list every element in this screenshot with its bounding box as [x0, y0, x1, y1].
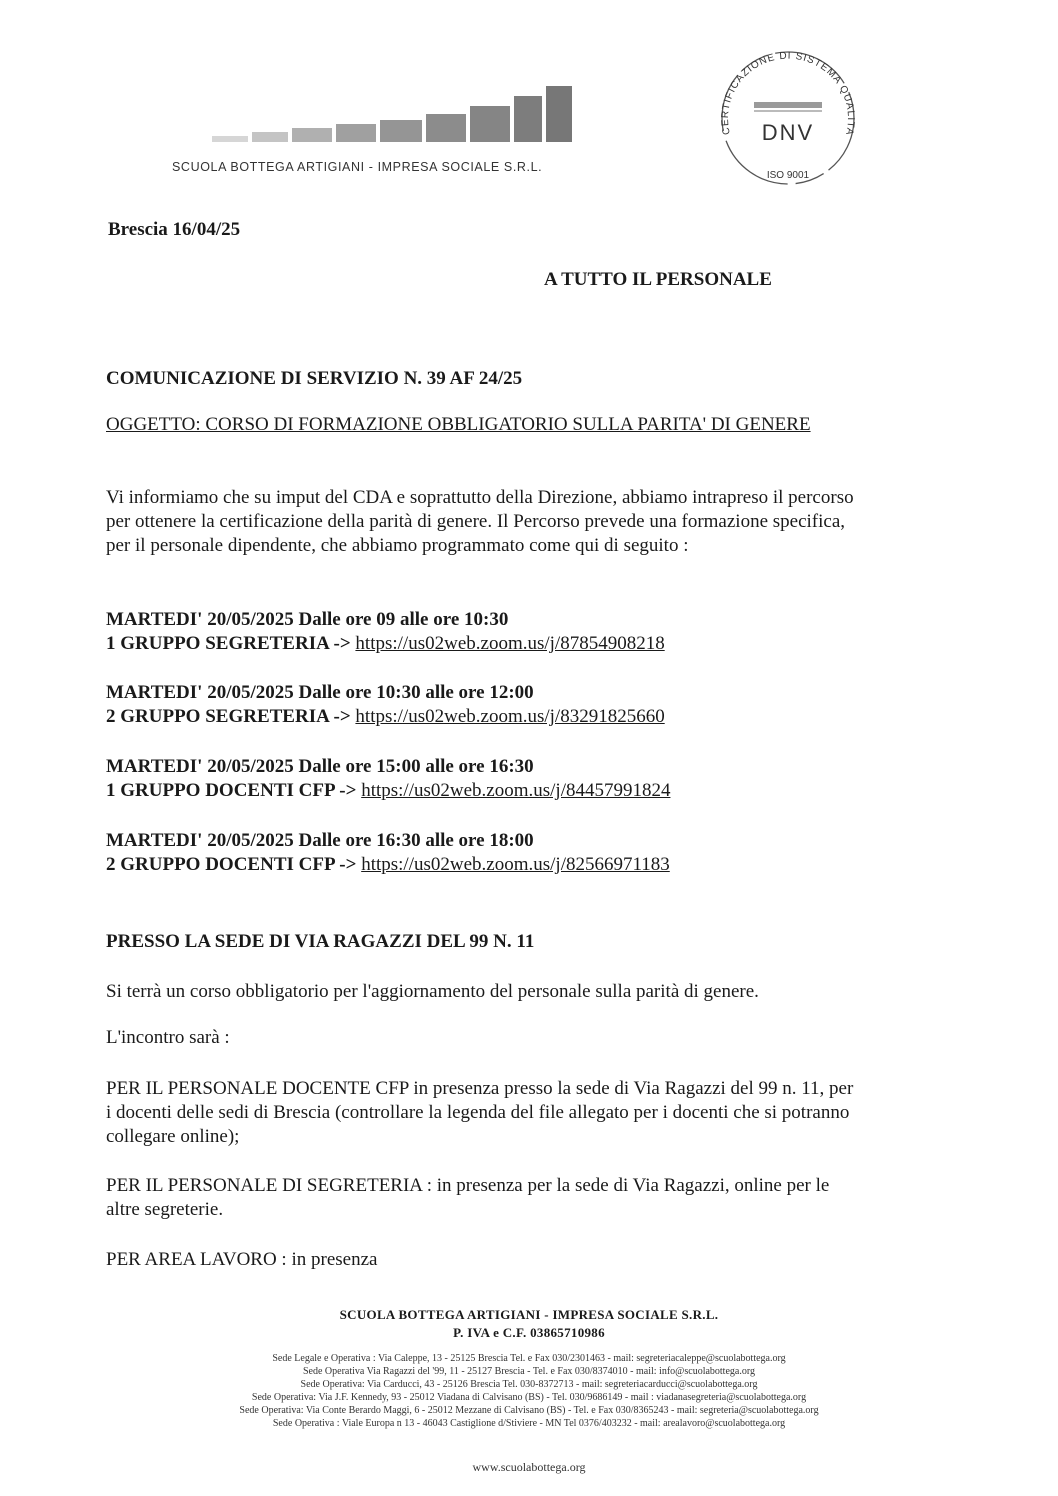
course-note: Si terrà un corso obbligatorio per l'aggiornamento del personale sulla parità di genere.	[106, 981, 759, 1002]
zoom-link[interactable]: https://us02web.zoom.us/j/84457991824	[361, 780, 671, 801]
docenti-line: i docenti delle sedi di Brescia (controllare la legenda del file allegato per i docenti che si potranno	[106, 1102, 850, 1123]
recipient: A TUTTO IL PERSONALE	[544, 269, 772, 290]
area-lavoro: PER AREA LAVORO : in presenza	[106, 1249, 378, 1270]
zoom-link[interactable]: https://us02web.zoom.us/j/87854908218	[355, 633, 665, 654]
intro-paragraph	[106, 486, 956, 558]
footer-office: Sede Operativa Via Ragazzi del '99, 11 - 25127 Brescia - Tel. e Fax 030/8374010 - mail: info@scuolabottega.org	[302, 1366, 755, 1377]
footer-company: SCUOLA BOTTEGA ARTIGIANI - IMPRESA SOCIALE S.R.L.	[339, 1307, 719, 1322]
seal-brand: DNV	[761, 120, 815, 145]
intro-line: Vi informiamo che su imput del CDA e soprattutto della Direzione, abbiamo intrapreso il percorso	[106, 487, 854, 508]
meeting-intro: L'incontro sarà :	[106, 1027, 230, 1048]
session-when: MARTEDI' 20/05/2025 Dalle ore 10:30 alle ore 12:00	[106, 682, 534, 703]
session-block	[106, 829, 906, 877]
docenti-line: PER IL PERSONALE DOCENTE CFP in presenza presso la sede di Via Ragazzi del 99 n. 11, per	[106, 1078, 854, 1099]
session-when: MARTEDI' 20/05/2025 Dalle ore 09 alle ore 10:30	[106, 609, 509, 630]
session-block	[106, 608, 906, 656]
zoom-link[interactable]: https://us02web.zoom.us/j/82566971183	[361, 854, 670, 875]
footer-vat: P. IVA e C.F. 03865710986	[453, 1325, 605, 1340]
footer-office: Sede Legale e Operativa : Via Caleppe, 13 - 25125 Brescia Tel. e Fax 030/2301463 - mail: segreteriacaleppe@scuolabottega.org	[272, 1353, 786, 1364]
logo-text: SCUOLA BOTTEGA ARTIGIANI - IMPRESA SOCIALE S.R.L.	[172, 160, 543, 174]
docenti-paragraph	[106, 1077, 946, 1149]
session-group: 2 GRUPPO DOCENTI CFP ->	[106, 854, 357, 875]
intro-line: per ottenere la certificazione della parità di genere. Il Percorso prevede una formazione specifica,	[106, 511, 846, 532]
subject-line: OGGETTO: CORSO DI FORMAZIONE OBBLIGATORIO SULLA PARITA' DI GENERE	[106, 414, 811, 435]
footer-office: Sede Operativa : Viale Europa n 13 - 46043 Castiglione d/Stiviere - MN Tel 0376/403232 - mail: arealavoro@scuolabottega.org	[272, 1418, 786, 1429]
footer-office: Sede Operativa: Via J.F. Kennedy, 93 - 25012 Viadana di Calvisano (BS) - Tel. 030/9686149 - mail : viadanasegreteria@scuolabottega.org	[251, 1392, 807, 1403]
session-when: MARTEDI' 20/05/2025 Dalle ore 15:00 alle ore 16:30	[106, 756, 534, 777]
logo-bars	[212, 86, 572, 142]
docenti-line: collegare online);	[106, 1126, 240, 1147]
session-block	[106, 681, 906, 729]
footer-website[interactable]: www.scuolabottega.org	[472, 1460, 586, 1474]
letter-date: Brescia 16/04/25	[108, 219, 241, 240]
segreteria-line: PER IL PERSONALE DI SEGRETERIA : in presenza per la sede di Via Ragazzi, online per le	[106, 1175, 830, 1196]
certification-seal	[708, 38, 868, 198]
intro-line: per il personale dipendente, che abbiamo programmato come qui di seguito :	[106, 535, 689, 556]
session-group: 2 GRUPPO SEGRETERIA ->	[106, 706, 351, 727]
footer	[0, 1306, 1058, 1475]
seal-standard: ISO 9001	[766, 170, 810, 181]
session-group: 1 GRUPPO SEGRETERIA ->	[106, 633, 351, 654]
communication-number: COMUNICAZIONE DI SERVIZIO N. 39 AF 24/25	[106, 368, 523, 389]
footer-office: Sede Operativa: Via Carducci, 43 - 25126 Brescia Tel. 030-8372713 - mail: segreteriacarducci@scuolabottega.org	[300, 1379, 758, 1390]
location-heading: PRESSO LA SEDE DI VIA RAGAZZI DEL 99 N. 11	[106, 931, 535, 952]
seal-arc-text: CERTIFICAZIONE DI SISTEMA QUALITA	[719, 50, 857, 137]
session-block	[106, 755, 906, 803]
session-when: MARTEDI' 20/05/2025 Dalle ore 16:30 alle ore 18:00	[106, 830, 534, 851]
zoom-link[interactable]: https://us02web.zoom.us/j/83291825660	[355, 706, 665, 727]
session-group: 1 GRUPPO DOCENTI CFP ->	[106, 780, 357, 801]
segreteria-paragraph	[106, 1174, 946, 1222]
footer-office: Sede Operativa: Via Conte Berardo Maggi, 6 - 25012 Mezzane di Calvisano (BS) - Tel. e Fax 030/8365243 - mail: segreteria@scuolabottega.org	[239, 1405, 819, 1416]
segreteria-line: altre segreterie.	[106, 1199, 224, 1220]
